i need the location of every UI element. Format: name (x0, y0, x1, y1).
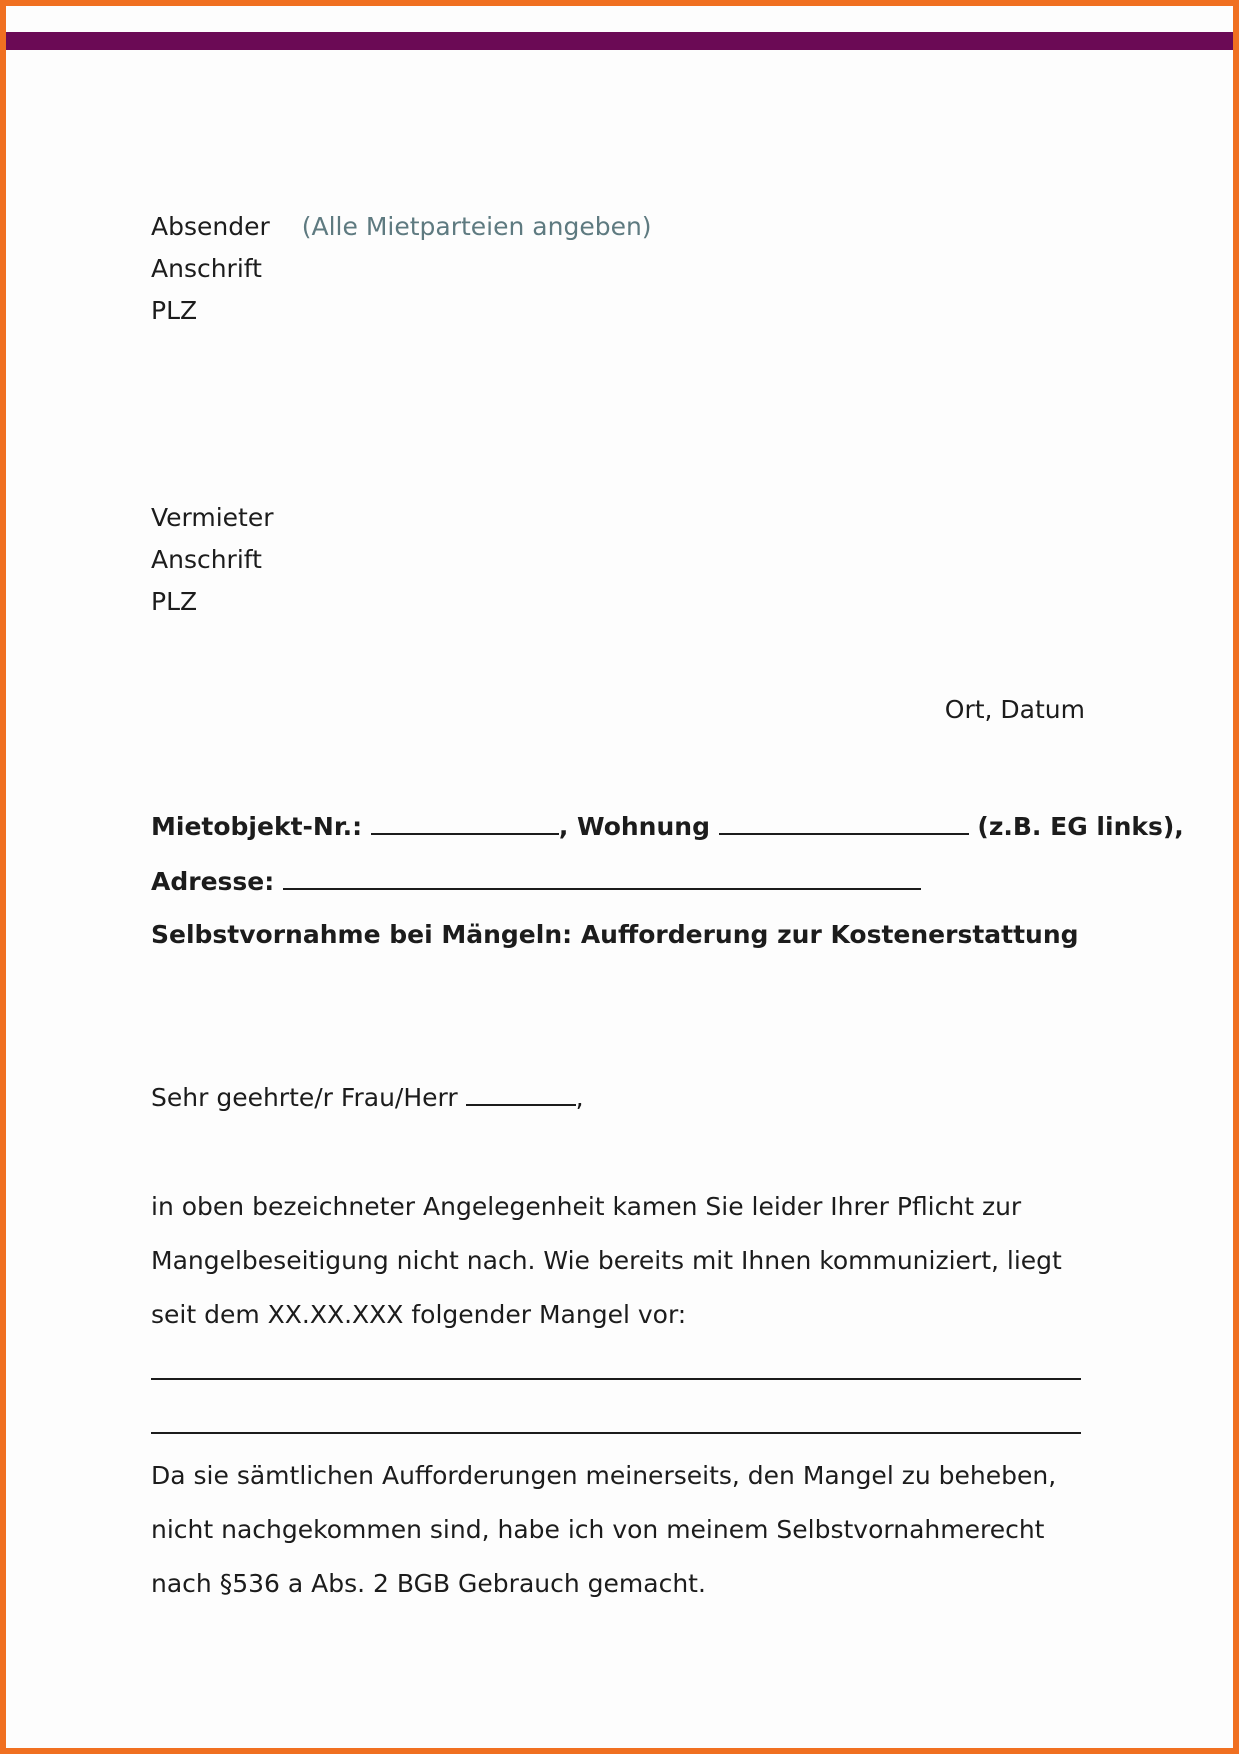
header-accent-bar (6, 32, 1233, 50)
object-number-blank (371, 811, 559, 835)
body-text-line: in oben bezeichneter Angelegenheit kamen Sie leider Ihrer Pflicht zur (151, 1192, 1022, 1221)
body-text-line: seit dem XX.XX.XXX folgender Mangel vor: (151, 1300, 687, 1329)
salutation-blank (466, 1082, 576, 1106)
address-blank (283, 866, 921, 890)
landlord-label: Vermieter (151, 503, 274, 532)
defect-description-line (151, 1378, 1081, 1380)
body-text-line: nach §536 a Abs. 2 BGB Gebrauch gemacht. (151, 1569, 706, 1598)
body-text-line: Da sie sämtlichen Aufforderungen meinerseits, den Mangel zu beheben, (151, 1461, 1057, 1490)
sender-line (151, 212, 652, 242)
sender-address: Anschrift (151, 254, 262, 283)
address-label: Adresse: (151, 867, 275, 896)
sender-plz: PLZ (151, 296, 198, 325)
sender-label: Absender (151, 212, 270, 241)
salutation-text: Sehr geehrte/r Frau/Herr (151, 1083, 458, 1112)
salutation-comma: , (575, 1083, 584, 1112)
subject-title: Selbstvornahme bei Mängeln: Aufforderung zur Kostenerstattung (151, 920, 1079, 949)
salutation-line (151, 1082, 584, 1113)
landlord-plz: PLZ (151, 587, 198, 616)
body-text-line: Mangelbeseitigung nicht nach. Wie bereits mit Ihnen kommuniziert, liegt (151, 1246, 1062, 1275)
apartment-example: (z.B. EG links), (977, 812, 1184, 841)
sender-note: (Alle Mietparteien angeben) (301, 212, 652, 241)
subject-object-line (151, 811, 1184, 842)
defect-description-line (151, 1432, 1081, 1434)
apartment-blank (719, 811, 969, 835)
landlord-address: Anschrift (151, 545, 262, 574)
apartment-label: , Wohnung (558, 812, 710, 841)
body-text-line: nicht nachgekommen sind, habe ich von meinem Selbstvornahmerecht (151, 1515, 1045, 1544)
object-number-label: Mietobjekt-Nr.: (151, 812, 363, 841)
subject-address-line (151, 866, 921, 897)
place-date: Ort, Datum (944, 695, 1085, 724)
